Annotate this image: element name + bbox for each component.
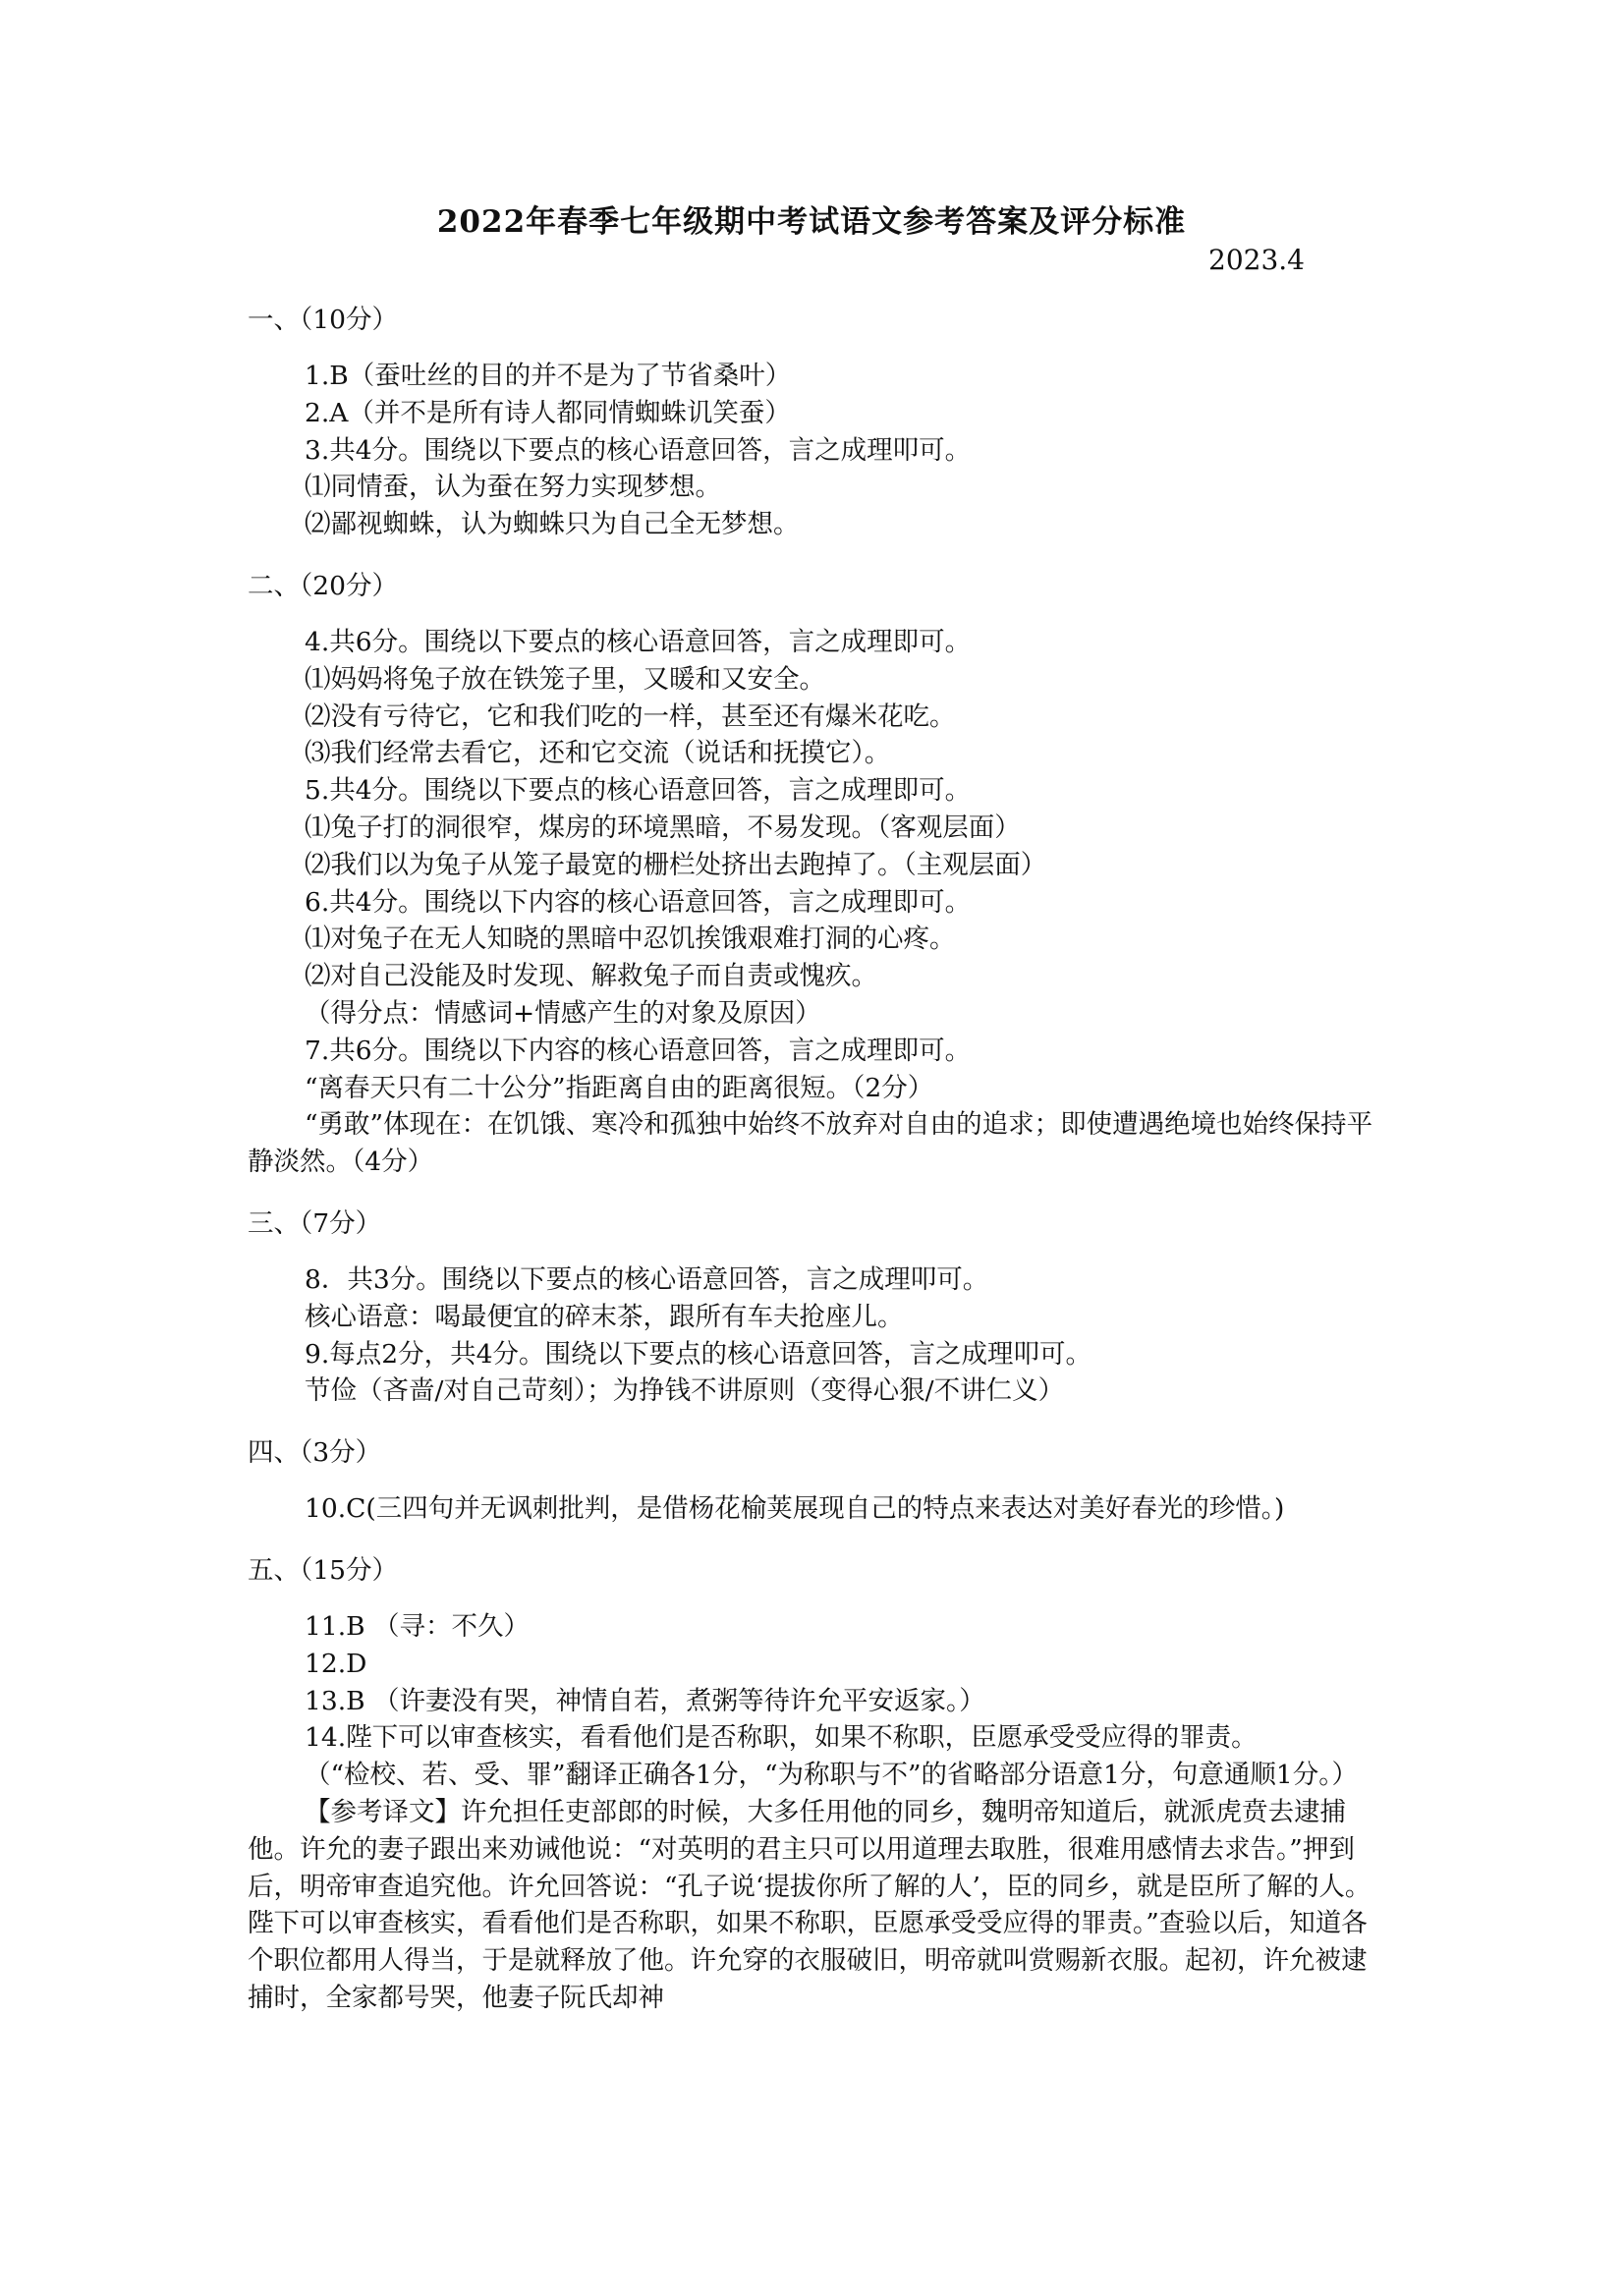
- answer-line: 8．共3分。围绕以下要点的核心语意回答，言之成理叩可。: [305, 1263, 989, 1295]
- answer-line: ⑴妈妈将兔子放在铁笼子里，又暖和又安全。: [305, 663, 825, 695]
- section-3: [248, 1204, 1387, 1410]
- answer-line: ⑶我们经常去看它，还和它交流（说话和抚摸它）。: [305, 738, 891, 769]
- document-body: [248, 291, 1387, 2017]
- answer-line: ⑴对兔子在无人知晓的黑暗中忍饥挨饿艰难打洞的心疼。: [305, 924, 956, 955]
- answer-line: 11.B （寻：不久）: [305, 1610, 531, 1642]
- section-4: [248, 1433, 1387, 1528]
- answer-line: ⑵我们以为兔子从笼子最宽的栅栏处挤出去跑掉了。（主观层面）: [305, 849, 1047, 880]
- answer-line: 6.共4分。围绕以下内容的核心语意回答，言之成理即可。: [305, 886, 972, 918]
- answer-line: ⑴兔子打的洞很窄，煤房的环境黑暗，不易发现。（客观层面）: [305, 812, 1021, 843]
- answer-line: 7.共6分。围绕以下内容的核心语意回答，言之成理即可。: [305, 1035, 972, 1066]
- document-date: 2023.4: [1208, 244, 1305, 276]
- answer-line: “离春天只有二十公分”指距离自由的距离很短。（2分）: [305, 1072, 934, 1103]
- answer-paragraph: “勇敢”体现在：在饥饿、寒冷和孤独中始终不放弃对自由的追求；即使遭遇绝境也始终保持平静淡然。（4分）: [248, 1109, 1373, 1178]
- reference-translation: 【参考译文】许允担任吏部郎的时候，大多任用他的同乡，魏明帝知道后，就派虎贲去逮捕他。许允的妻子跟出来劝诫他说：“对英明的君主只可以用道理去取胜，很难用感情去求告。”押到后，明帝审查追究他。许允回答说：“孔子说‘提拔你所了解的人’，臣的同乡，就是臣所了解的人。陛下可以审查核实，看看他们是否称职，如果不称职，臣愿承受受应得的罪责。”查验以后，知道各个职位都用人得当，于是就释放了他。许允穿的衣服破旧，明帝就叫赏赐新衣服。起初，许允被逮捕时，全家都号哭，他妻子阮氏却神: [248, 1796, 1371, 2013]
- answer-line: 14.陛下可以审查核实，看看他们是否称职，如果不称职，臣愿承受受应得的罪责。: [305, 1722, 1258, 1754]
- page-title: 2022年春季七年级期中考试语文参考答案及评分标准: [436, 204, 1187, 240]
- answer-line: ⑵鄙视蜘蛛，认为蜘蛛只为自己全无梦想。: [305, 509, 800, 540]
- answer-line: 10.C(三四句并无讽刺批判，是借杨花榆荚展现自己的特点来表达对美好春光的珍惜。): [305, 1493, 1285, 1525]
- answer-line: 13.B （许妻没有哭，神情自若，煮粥等待许允平安返家。）: [305, 1685, 985, 1716]
- answer-line: 2.A（并不是所有诗人都同情蜘蛛讥笑蚕）: [305, 397, 791, 428]
- section-1: [248, 301, 1387, 543]
- answer-line: 1.B（蚕吐丝的目的并不是为了节省桑叶）: [305, 361, 792, 391]
- section-heading: 四、（3分）: [248, 1437, 382, 1469]
- answer-line: 3.共4分。围绕以下要点的核心语意回答，言之成理叩可。: [305, 434, 972, 466]
- answer-line: 4.共6分。围绕以下要点的核心语意回答，言之成理即可。: [305, 626, 972, 657]
- answer-line: （得分点：情感词+情感产生的对象及原因）: [305, 997, 821, 1029]
- answer-line: ⑵对自己没能及时发现、解救兔子而自责或愧疚。: [305, 961, 877, 992]
- answer-line: ⑴同情蚕，认为蚕在努力实现梦想。: [305, 472, 721, 503]
- answer-line: ⑵没有亏待它，它和我们吃的一样，甚至还有爆米花吃。: [305, 700, 956, 732]
- answer-line: 节俭（吝啬/对自己苛刻）；为挣钱不讲原则（变得心狠/不讲仁义）: [305, 1375, 1065, 1407]
- answer-line: 核心语意：喝最便宜的碎末茶，跟所有车夫抢座儿。: [305, 1301, 904, 1332]
- answer-line: 9.每点2分，共4分。围绕以下要点的核心语意回答，言之成理叩可。: [305, 1338, 1092, 1370]
- answer-line: 12.D: [305, 1648, 367, 1679]
- section-heading: 三、（7分）: [248, 1207, 382, 1239]
- section-heading: 一、（10分）: [248, 305, 398, 335]
- answer-line: 5.共4分。围绕以下要点的核心语意回答，言之成理即可。: [305, 775, 972, 807]
- scoring-note: （“检校、若、受、罪”翻译正确各1分，“为称职与不”的省略部分语意1分，句意通顺1分。）: [305, 1760, 1359, 1791]
- section-heading: 二、（20分）: [248, 570, 398, 601]
- section-2: [248, 567, 1387, 1181]
- section-heading: 五、（15分）: [248, 1554, 398, 1586]
- section-5: [248, 1551, 1387, 2017]
